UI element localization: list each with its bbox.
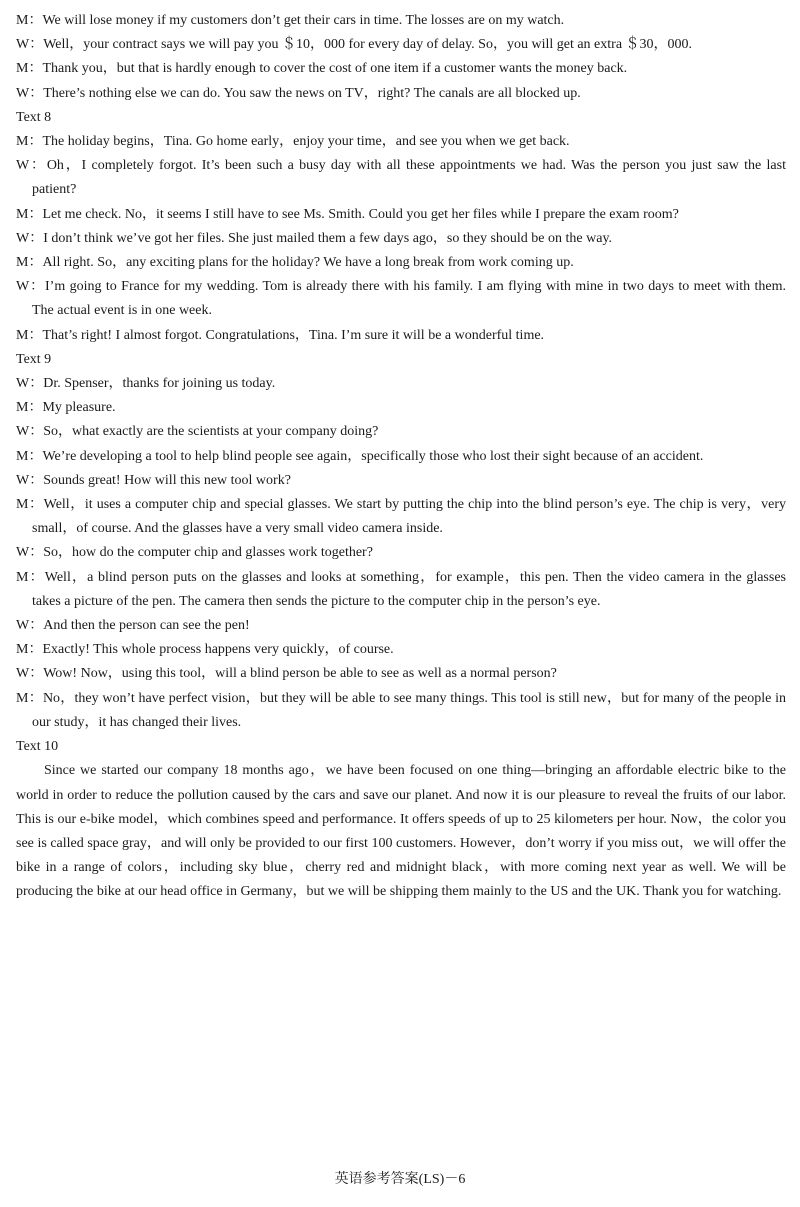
dialogue-line: W：There’s nothing else we can do. You saw the news on TV，right? The canals are all blocked up. — [16, 85, 581, 101]
dialogue-line: M：All right. So，any exciting plans for the holiday? We have a long break from work coming up. — [16, 255, 574, 271]
dialogue-line: M：We will lose money if my customers don’t get their cars in time. The losses are on my watch. — [16, 13, 565, 28]
dialogue-line: M：No，they won’t have perfect vision，but they will be able to see many things. This tool is still new，but for many of the people in our study，it has changed their lives. — [16, 690, 786, 730]
dialogue-line: W：I’m going to France for my wedding. Tom is already there with his family. I am flying with mine in two days to meet with them. The actual event is in one week. — [16, 279, 786, 319]
dialogue-line: W：Well，your contract says we will pay you ＄10，000 for every day of delay. So，you will get an extra ＄30，000. — [16, 37, 693, 53]
page-footer: 英语参考答案(LS)－6 — [334, 1172, 466, 1187]
dialogue-line: W：And then the person can see the pen! — [16, 618, 250, 634]
section-heading: Text 8 — [16, 109, 52, 125]
dialogue-line: M：Thank you，but that is hardly enough to cover the cost of one item if a customer wants the money back. — [16, 61, 628, 77]
text10-section — [16, 735, 786, 904]
section-heading: Text 9 — [16, 351, 52, 367]
dialogue-line: W：So，what exactly are the scientists at your company doing? — [16, 424, 379, 440]
text7-tail — [16, 9, 786, 106]
monologue-paragraph: Since we started our company 18 months ago，we have been focused on one thing—bringing an affordable electric bike to the world in order to reduce the pollution caused by the cars and save our planet. And now it is our pleasure to reveal the fruits of our labor. This is our e-bike model，which combines speed and performance. It offers speeds of up to 25 kilometers per hour. Now，the color you see is called space gray，and will only be provided to our first 100 customers. However，don’t worry if you miss out，we will offer the bike in a range of colors，including sky blue，cherry red and midnight black，with more coming next year as well. We will be producing the bike at our head office in Germany，but we will be shipping them mainly to the US and the UK. Thank you for watching. — [16, 763, 786, 900]
text9-section — [16, 348, 786, 735]
dialogue-line: W：Oh，I completely forgot. It’s been such a busy day with all these appointments we had. Was the person you just saw the last patient? — [16, 158, 786, 198]
dialogue-line: W：Wow! Now，using this tool，will a blind person be able to see as well as a normal person? — [16, 666, 557, 682]
dialogue-line: W：Dr. Spenser，thanks for joining us today. — [16, 376, 276, 392]
section-heading: Text 10 — [16, 739, 59, 755]
dialogue-line: M：Exactly! This whole process happens very quickly，of course. — [16, 642, 394, 658]
dialogue-line: M：My pleasure. — [16, 400, 116, 416]
dialogue-line: M：We’re developing a tool to help blind people see again，specifically those who lost their sight because of an accident. — [16, 448, 704, 464]
dialogue-line: M：Well，a blind person puts on the glasses and looks at something，for example，this pen. Then the video camera in the glasses takes a picture of the pen. The camera then sends the picture to the computer chip in the person’s eye. — [16, 569, 786, 609]
dialogue-line: W：I don’t think we’ve got her files. She just mailed them a few days ago，so they should be on the way. — [16, 230, 613, 246]
dialogue-line: W：Sounds great! How will this new tool work? — [16, 472, 291, 488]
dialogue-line: M：Well，it uses a computer chip and special glasses. We start by putting the chip into the blind person’s eye. The chip is very，very small，of course. And the glasses have a very small video camera inside. — [16, 497, 786, 537]
dialogue-line: W：So，how do the computer chip and glasses work together? — [16, 545, 373, 561]
dialogue-line: M：The holiday begins，Tina. Go home early，enjoy your time，and see you when we get back. — [16, 134, 570, 150]
text8-section — [16, 106, 786, 348]
dialogue-line: M：That’s right! I almost forgot. Congratulations，Tina. I’m sure it will be a wonderful time. — [16, 327, 545, 343]
dialogue-line: M：Let me check. No，it seems I still have to see Ms. Smith. Could you get her files while I prepare the exam room? — [16, 206, 679, 222]
